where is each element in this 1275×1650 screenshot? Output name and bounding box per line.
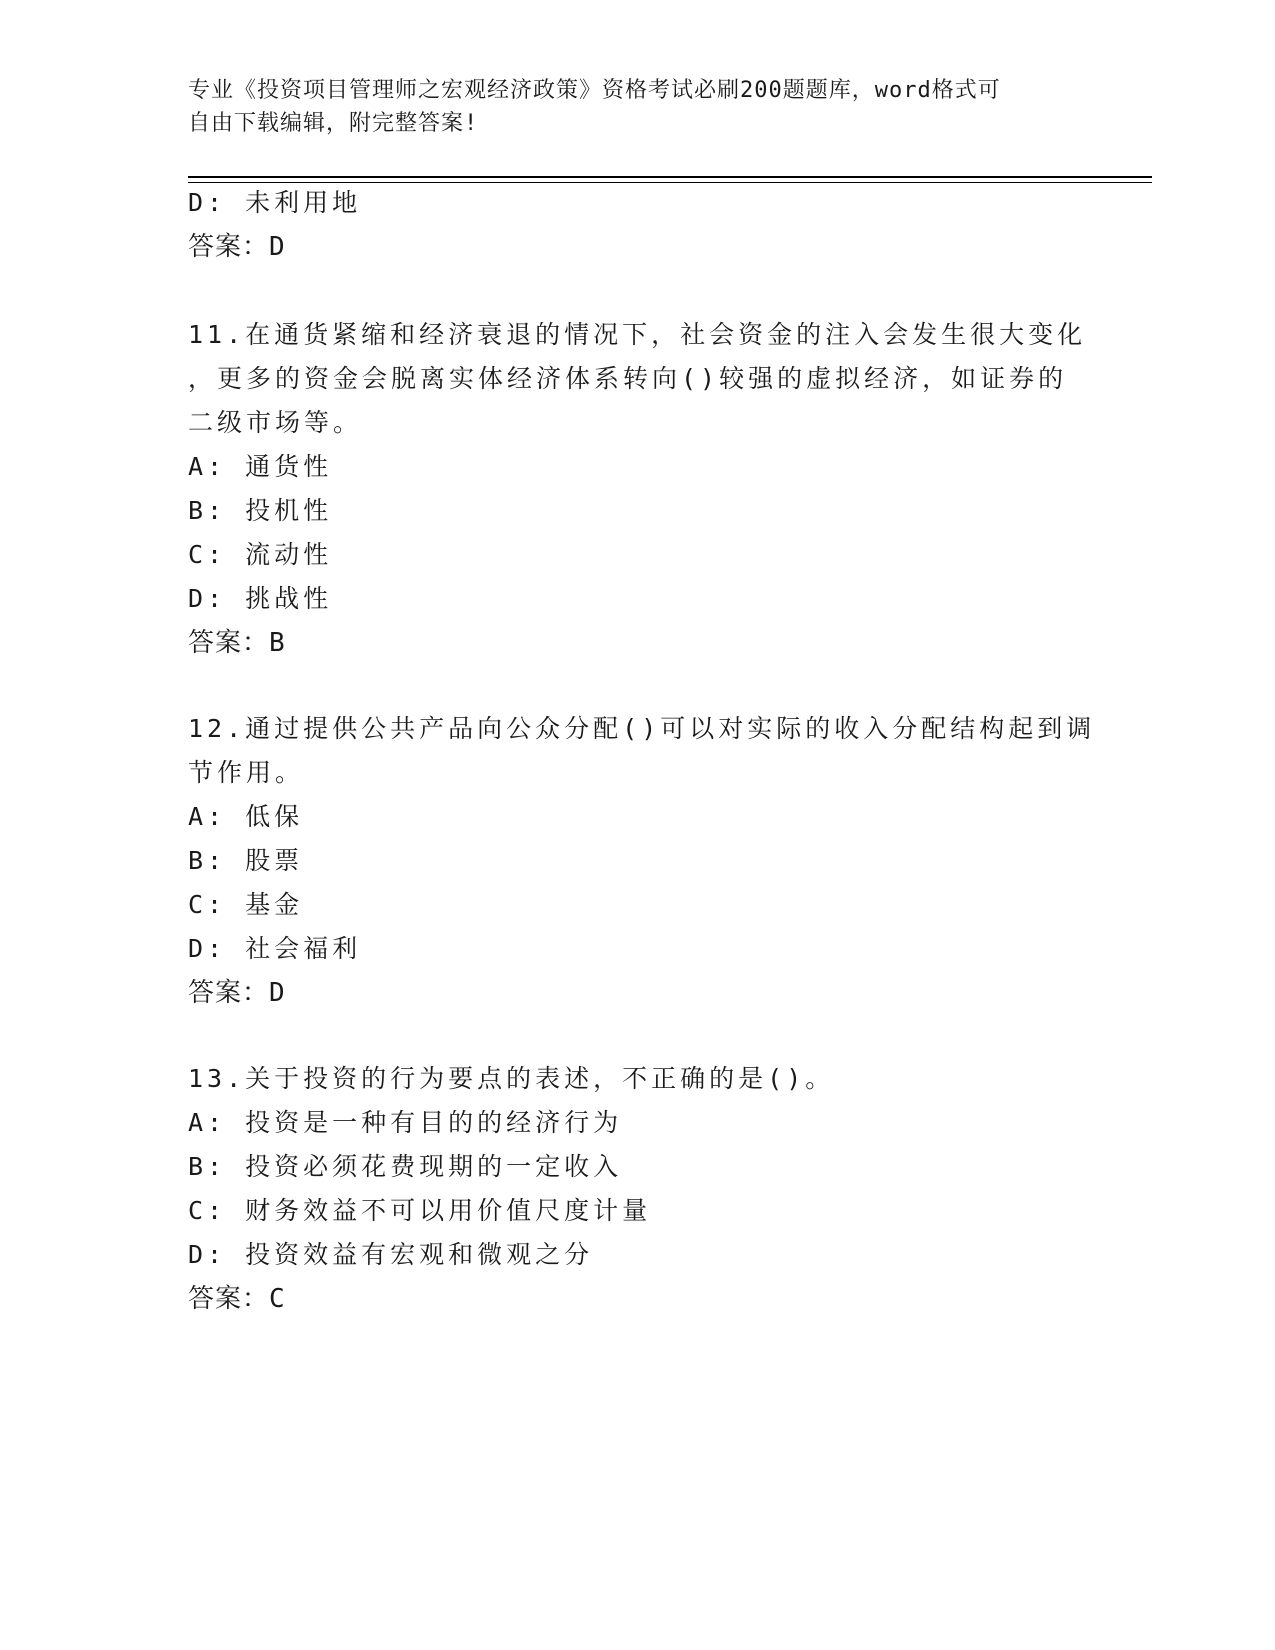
q11-option-c: C: 流动性 — [188, 540, 333, 569]
q13-option-b: B: 投资必须花费现期的一定收入 — [188, 1152, 623, 1181]
prev-answer: 答案：D — [188, 232, 286, 262]
q13-option-a: A: 投资是一种有目的的经济行为 — [188, 1108, 623, 1137]
q11-answer: 答案：B — [188, 628, 286, 658]
q11-stem-line-1: 11.在通货紧缩和经济衰退的情况下，社会资金的注入会发生很大变化 — [188, 320, 1087, 349]
q12-option-a: A: 低保 — [188, 802, 304, 831]
q11-stem-line-2: ，更多的资金会脱离实体经济体系转向()较强的虚拟经济，如证券的 — [188, 364, 1068, 393]
q12-option-b: B: 股票 — [188, 846, 304, 875]
q13-option-d: D: 投资效益有宏观和微观之分 — [188, 1240, 594, 1269]
q13-answer: 答案：C — [188, 1284, 286, 1314]
q11-option-a: A: 通货性 — [188, 452, 333, 481]
q12-option-c: C: 基金 — [188, 890, 304, 919]
prev-option-d: D: 未利用地 — [188, 188, 362, 217]
q13-option-c: C: 财务效益不可以用价值尺度计量 — [188, 1196, 652, 1225]
document-header — [188, 74, 1088, 140]
q11-option-d: D: 挑战性 — [188, 584, 333, 613]
header-title-line-1: 专业《投资项目管理师之宏观经济政策》资格考试必刷200题题库，word格式可 — [188, 78, 1001, 103]
header-divider-thick — [188, 176, 1152, 178]
q13-stem-line-1: 13.关于投资的行为要点的表述，不正确的是()。 — [188, 1064, 835, 1093]
q11-stem-line-3: 二级市场等。 — [188, 408, 363, 437]
q12-stem-line-1: 12.通过提供公共产品向公众分配()可以对实际的收入分配结构起到调 — [188, 714, 1096, 743]
q12-stem-line-2: 节作用。 — [188, 758, 305, 787]
q12-option-d: D: 社会福利 — [188, 934, 362, 963]
header-title-line-2: 自由下载编辑，附完整答案! — [188, 111, 479, 136]
q12-answer: 答案：D — [188, 978, 286, 1008]
q11-option-b: B: 投机性 — [188, 496, 333, 525]
